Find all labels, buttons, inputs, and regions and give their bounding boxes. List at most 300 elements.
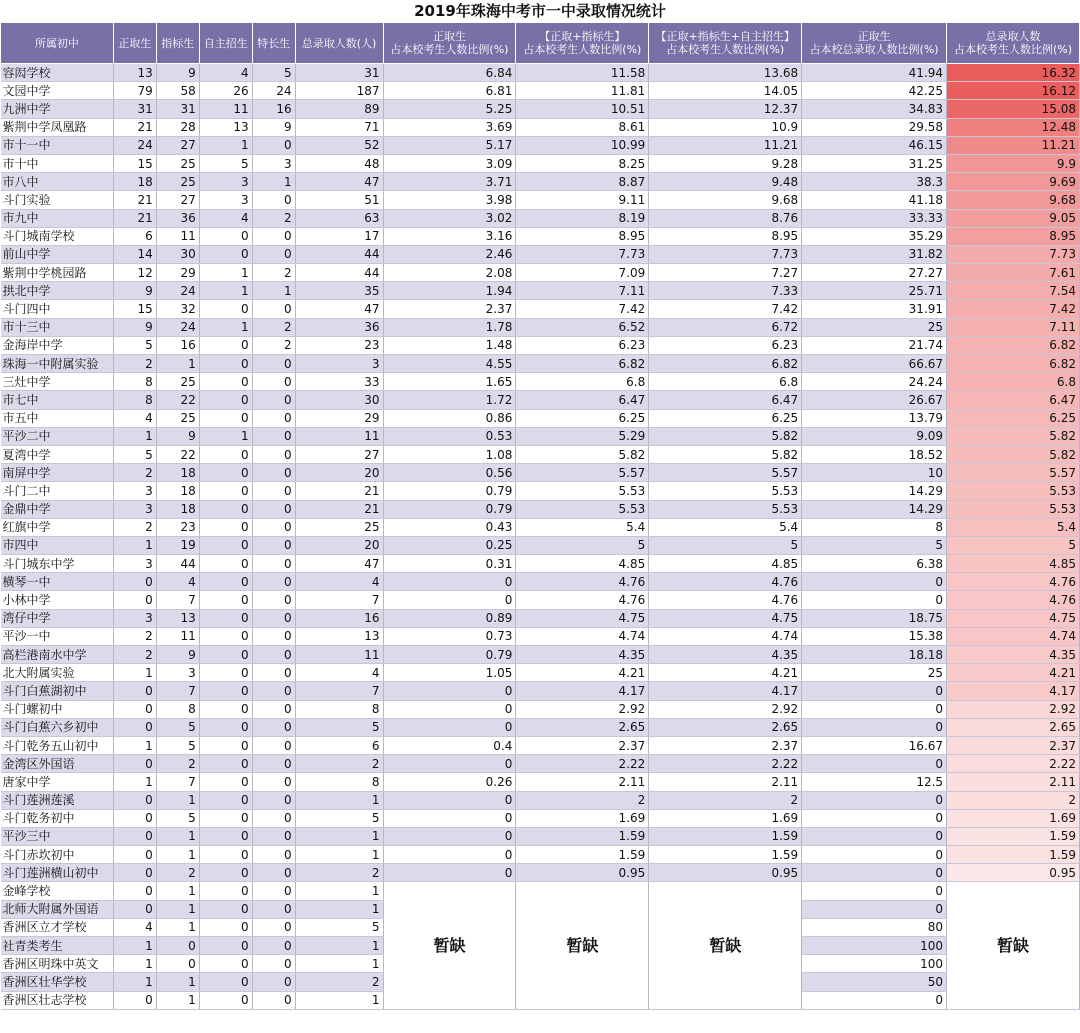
value-cell: 1.59: [649, 846, 802, 864]
value-cell: 9.48: [649, 173, 802, 191]
value-cell: 38.3: [802, 173, 947, 191]
value-cell: 50: [802, 973, 947, 991]
value-cell: 26: [199, 82, 252, 100]
value-cell: 6: [295, 736, 383, 754]
value-cell: 2.37: [516, 736, 649, 754]
value-cell: 0: [199, 391, 252, 409]
value-cell: 1: [113, 955, 156, 973]
value-cell: 5.82: [649, 445, 802, 463]
value-cell: 1: [295, 937, 383, 955]
value-cell: 42.25: [802, 82, 947, 100]
value-cell: 2: [252, 209, 295, 227]
value-cell: 24: [113, 136, 156, 154]
value-cell: 0: [199, 555, 252, 573]
table-row: [1, 191, 1080, 209]
value-cell: 7.09: [516, 264, 649, 282]
value-cell: 18: [156, 482, 199, 500]
value-cell: 0: [199, 445, 252, 463]
value-cell: 0: [252, 464, 295, 482]
value-cell: 47: [295, 300, 383, 318]
value-cell: 10.99: [516, 136, 649, 154]
value-cell: 0: [252, 536, 295, 554]
school-name-cell: 香洲区立才学校: [1, 918, 114, 936]
value-cell: 8.87: [516, 173, 649, 191]
value-cell: 2: [113, 627, 156, 645]
value-cell: 20: [295, 464, 383, 482]
value-cell: 5.82: [947, 427, 1080, 445]
value-cell: 31.25: [802, 154, 947, 172]
value-cell: 0.95: [516, 864, 649, 882]
value-cell: 2.11: [649, 773, 802, 791]
table-row: [1, 173, 1080, 191]
value-cell: 7.11: [947, 318, 1080, 336]
value-cell: 1: [156, 846, 199, 864]
value-cell: 0.26: [383, 773, 516, 791]
value-cell: 4.85: [516, 555, 649, 573]
value-cell: 7.73: [649, 245, 802, 263]
table-row: [1, 82, 1080, 100]
value-cell: 11: [295, 646, 383, 664]
column-header: 所属初中: [1, 23, 114, 64]
value-cell: 9.09: [802, 427, 947, 445]
value-cell: 3.98: [383, 191, 516, 209]
value-cell: 4.85: [649, 555, 802, 573]
value-cell: 0.73: [383, 627, 516, 645]
value-cell: 14: [113, 245, 156, 263]
school-name-cell: 市五中: [1, 409, 114, 427]
value-cell: 5: [802, 536, 947, 554]
value-cell: 7.33: [649, 282, 802, 300]
value-cell: 6.8: [649, 373, 802, 391]
value-cell: 0: [252, 518, 295, 536]
school-name-cell: 三灶中学: [1, 373, 114, 391]
value-cell: 0: [802, 882, 947, 900]
value-cell: 12.37: [649, 100, 802, 118]
value-cell: 0: [156, 937, 199, 955]
value-cell: 2.46: [383, 245, 516, 263]
school-name-cell: 小林中学: [1, 591, 114, 609]
column-header: 总录取人数(人): [295, 23, 383, 64]
value-cell: 36: [295, 318, 383, 336]
value-cell: 7.11: [516, 282, 649, 300]
value-cell: 8: [802, 518, 947, 536]
value-cell: 3: [199, 191, 252, 209]
value-cell: 8: [113, 391, 156, 409]
value-cell: 0: [252, 555, 295, 573]
value-cell: 25: [156, 173, 199, 191]
value-cell: 13.79: [802, 409, 947, 427]
value-cell: 0.79: [383, 646, 516, 664]
value-cell: 0: [252, 445, 295, 463]
school-name-cell: 斗门莲洲横山初中: [1, 864, 114, 882]
value-cell: 66.67: [802, 355, 947, 373]
value-cell: 5.53: [649, 500, 802, 518]
value-cell: 6.81: [383, 82, 516, 100]
value-cell: 26.67: [802, 391, 947, 409]
value-cell: 0.89: [383, 609, 516, 627]
value-cell: 12.5: [802, 773, 947, 791]
table-row: [1, 64, 1080, 82]
table-row: [1, 646, 1080, 664]
value-cell: 0.53: [383, 427, 516, 445]
value-cell: 9: [113, 282, 156, 300]
value-cell: 31: [113, 100, 156, 118]
column-header: 指标生: [156, 23, 199, 64]
value-cell: 8: [295, 773, 383, 791]
value-cell: 58: [156, 82, 199, 100]
value-cell: 1: [156, 991, 199, 1009]
value-cell: 9.68: [649, 191, 802, 209]
value-cell: 7.42: [947, 300, 1080, 318]
table-row: [1, 555, 1080, 573]
value-cell: 21: [295, 482, 383, 500]
value-cell: 7.73: [947, 245, 1080, 263]
value-cell: 0: [199, 482, 252, 500]
value-cell: 7: [156, 682, 199, 700]
table-row: [1, 391, 1080, 409]
value-cell: 33.33: [802, 209, 947, 227]
value-cell: 1: [199, 427, 252, 445]
value-cell: 18.18: [802, 646, 947, 664]
value-cell: 21: [113, 209, 156, 227]
value-cell: 4.75: [516, 609, 649, 627]
value-cell: 0: [199, 736, 252, 754]
value-cell: 5: [295, 718, 383, 736]
value-cell: 0: [802, 900, 947, 918]
school-name-cell: 斗门螺初中: [1, 700, 114, 718]
table-row: [1, 809, 1080, 827]
value-cell: 3.69: [383, 118, 516, 136]
value-cell: 7: [295, 682, 383, 700]
value-cell: 6.25: [516, 409, 649, 427]
table-row: [1, 464, 1080, 482]
value-cell: 0: [199, 882, 252, 900]
value-cell: 4.76: [649, 591, 802, 609]
value-cell: 0.95: [947, 864, 1080, 882]
value-cell: 1: [156, 973, 199, 991]
value-cell: 3: [113, 609, 156, 627]
value-cell: 27: [156, 136, 199, 154]
value-cell: 16.32: [947, 64, 1080, 82]
value-cell: 0: [252, 900, 295, 918]
value-cell: 0: [199, 646, 252, 664]
value-cell: 4.76: [947, 573, 1080, 591]
value-cell: 5: [295, 809, 383, 827]
value-cell: 0: [113, 846, 156, 864]
value-cell: 2.37: [947, 736, 1080, 754]
value-cell: 0: [252, 791, 295, 809]
value-cell: 0: [252, 664, 295, 682]
value-cell: 7.27: [649, 264, 802, 282]
value-cell: 16: [156, 336, 199, 354]
value-cell: 4: [199, 64, 252, 82]
value-cell: 12.48: [947, 118, 1080, 136]
value-cell: 1.65: [383, 373, 516, 391]
value-cell: 16.67: [802, 736, 947, 754]
value-cell: 0: [199, 627, 252, 645]
value-cell: 15.38: [802, 627, 947, 645]
value-cell: 4.17: [649, 682, 802, 700]
value-cell: 24: [252, 82, 295, 100]
value-cell: 4.74: [649, 627, 802, 645]
value-cell: 0: [802, 827, 947, 845]
value-cell: 51: [295, 191, 383, 209]
value-cell: 0: [199, 809, 252, 827]
value-cell: 4: [199, 209, 252, 227]
value-cell: 4.35: [516, 646, 649, 664]
value-cell: 0: [252, 591, 295, 609]
value-cell: 6.8: [516, 373, 649, 391]
value-cell: 36: [156, 209, 199, 227]
value-cell: 35.29: [802, 227, 947, 245]
value-cell: 7: [156, 773, 199, 791]
value-cell: 3: [113, 555, 156, 573]
value-cell: 2.22: [516, 755, 649, 773]
value-cell: 44: [156, 555, 199, 573]
value-cell: 2.11: [947, 773, 1080, 791]
value-cell: 0: [252, 991, 295, 1009]
value-cell: 16.12: [947, 82, 1080, 100]
value-cell: 29: [295, 409, 383, 427]
value-cell: 5: [113, 336, 156, 354]
table-row: [1, 264, 1080, 282]
value-cell: 5.4: [947, 518, 1080, 536]
value-cell: 0: [802, 700, 947, 718]
value-cell: 5: [649, 536, 802, 554]
value-cell: 13.68: [649, 64, 802, 82]
school-name-cell: 斗门莲洲莲溪: [1, 791, 114, 809]
table-row: [1, 864, 1080, 882]
value-cell: 21: [113, 191, 156, 209]
admission-table: [0, 22, 1080, 1010]
value-cell: 0: [252, 300, 295, 318]
value-cell: 9.9: [947, 154, 1080, 172]
value-cell: 0: [383, 846, 516, 864]
value-cell: 1: [113, 427, 156, 445]
value-cell: 1: [113, 736, 156, 754]
school-name-cell: 市九中: [1, 209, 114, 227]
value-cell: 8.61: [516, 118, 649, 136]
value-cell: 0: [252, 355, 295, 373]
value-cell: 11.21: [947, 136, 1080, 154]
column-header: 【正取+指标生+自主招生】 占本校考生人数比例(%): [649, 23, 802, 64]
value-cell: 8.76: [649, 209, 802, 227]
value-cell: 9: [252, 118, 295, 136]
school-name-cell: 横琴一中: [1, 573, 114, 591]
value-cell: 0: [802, 682, 947, 700]
value-cell: 0: [252, 409, 295, 427]
value-cell: 1: [156, 827, 199, 845]
value-cell: 10.9: [649, 118, 802, 136]
value-cell: 9: [156, 646, 199, 664]
value-cell: 4: [295, 573, 383, 591]
column-header: 【正取+指标生】 占本校考生人数比例(%): [516, 23, 649, 64]
school-name-cell: 珠海一中附属实验: [1, 355, 114, 373]
value-cell: 1: [295, 955, 383, 973]
value-cell: 0: [199, 609, 252, 627]
value-cell: 0: [113, 882, 156, 900]
value-cell: 22: [156, 445, 199, 463]
value-cell: 5.57: [947, 464, 1080, 482]
value-cell: 0: [252, 373, 295, 391]
value-cell: 47: [295, 173, 383, 191]
value-cell: 0: [113, 682, 156, 700]
school-name-cell: 斗门白蕉湖初中: [1, 682, 114, 700]
value-cell: 5: [156, 736, 199, 754]
value-cell: 22: [156, 391, 199, 409]
table-row: [1, 827, 1080, 845]
value-cell: 7.73: [516, 245, 649, 263]
value-cell: 32: [156, 300, 199, 318]
value-cell: 1: [252, 282, 295, 300]
value-cell: 2: [649, 791, 802, 809]
value-cell: 0: [113, 718, 156, 736]
value-cell: 2.37: [649, 736, 802, 754]
value-cell: 1.59: [516, 846, 649, 864]
value-cell: 2: [156, 755, 199, 773]
value-cell: 0: [252, 136, 295, 154]
value-cell: 1: [295, 846, 383, 864]
value-cell: 5.17: [383, 136, 516, 154]
value-cell: 1.59: [947, 846, 1080, 864]
value-cell: 5.82: [516, 445, 649, 463]
value-cell: 5.53: [947, 500, 1080, 518]
value-cell: 6.47: [516, 391, 649, 409]
value-cell: 1.69: [649, 809, 802, 827]
value-cell: 4.55: [383, 355, 516, 373]
value-cell: 0: [383, 573, 516, 591]
value-cell: 5.82: [947, 445, 1080, 463]
value-cell: 0: [383, 755, 516, 773]
school-name-cell: 斗门实验: [1, 191, 114, 209]
school-name-cell: 香洲区壮志学校: [1, 991, 114, 1009]
value-cell: 0: [199, 700, 252, 718]
school-name-cell: 拱北中学: [1, 282, 114, 300]
value-cell: 5.53: [947, 482, 1080, 500]
value-cell: 5: [156, 718, 199, 736]
table-row: [1, 409, 1080, 427]
value-cell: 24: [156, 318, 199, 336]
school-name-cell: 香洲区壮华学校: [1, 973, 114, 991]
school-name-cell: 金鼎中学: [1, 500, 114, 518]
value-cell: 2: [156, 864, 199, 882]
value-cell: 9: [113, 318, 156, 336]
table-row: [1, 518, 1080, 536]
value-cell: 1.59: [947, 827, 1080, 845]
value-cell: 10.51: [516, 100, 649, 118]
school-name-cell: 市十一中: [1, 136, 114, 154]
school-name-cell: 平沙一中: [1, 627, 114, 645]
value-cell: 6.82: [947, 355, 1080, 373]
value-cell: 5.82: [649, 427, 802, 445]
sheet-title: 2019年珠海中考市一中录取情况统计: [0, 0, 1080, 22]
value-cell: 0: [802, 791, 947, 809]
value-cell: 16: [295, 609, 383, 627]
school-name-cell: 市十三中: [1, 318, 114, 336]
value-cell: 9.05: [947, 209, 1080, 227]
value-cell: 4.76: [947, 591, 1080, 609]
column-header: 正取生: [113, 23, 156, 64]
value-cell: 2.65: [516, 718, 649, 736]
value-cell: 0: [252, 937, 295, 955]
value-cell: 18: [156, 464, 199, 482]
value-cell: 7.42: [649, 300, 802, 318]
value-cell: 0: [252, 918, 295, 936]
value-cell: 0: [199, 918, 252, 936]
value-cell: 6.47: [649, 391, 802, 409]
value-cell: 0: [199, 227, 252, 245]
value-cell: 0: [199, 973, 252, 991]
value-cell: 2: [516, 791, 649, 809]
school-name-cell: 平沙二中: [1, 427, 114, 445]
value-cell: 0: [199, 682, 252, 700]
value-cell: 0: [113, 864, 156, 882]
value-cell: 13: [295, 627, 383, 645]
value-cell: 187: [295, 82, 383, 100]
value-cell: 0: [252, 755, 295, 773]
value-cell: 2: [295, 755, 383, 773]
value-cell: 4.21: [947, 664, 1080, 682]
value-cell: 0: [113, 700, 156, 718]
value-cell: 1: [156, 355, 199, 373]
value-cell: 25.71: [802, 282, 947, 300]
value-cell: 21: [113, 118, 156, 136]
value-cell: 4: [113, 409, 156, 427]
value-cell: 1: [295, 991, 383, 1009]
value-cell: 3: [252, 154, 295, 172]
value-cell: 3: [113, 500, 156, 518]
value-cell: 8: [295, 700, 383, 718]
value-cell: 0: [252, 573, 295, 591]
value-cell: 25: [802, 664, 947, 682]
table-row: [1, 664, 1080, 682]
table-row: [1, 718, 1080, 736]
school-name-cell: 平沙三中: [1, 827, 114, 845]
value-cell: 0: [802, 991, 947, 1009]
value-cell: 1: [295, 791, 383, 809]
value-cell: 5.53: [516, 482, 649, 500]
value-cell: 0.25: [383, 536, 516, 554]
value-cell: 5.57: [649, 464, 802, 482]
column-header: 特长生: [252, 23, 295, 64]
value-cell: 1: [113, 937, 156, 955]
table-row: [1, 882, 1080, 900]
value-cell: 0: [252, 809, 295, 827]
table-row: [1, 282, 1080, 300]
value-cell: 0: [252, 682, 295, 700]
value-cell: 0: [113, 573, 156, 591]
value-cell: 18: [156, 500, 199, 518]
value-cell: 0: [252, 245, 295, 263]
value-cell: 7.54: [947, 282, 1080, 300]
value-cell: 14.29: [802, 482, 947, 500]
value-cell: 4.85: [947, 555, 1080, 573]
value-cell: 1: [199, 136, 252, 154]
value-cell: 0.43: [383, 518, 516, 536]
value-cell: 6.82: [516, 355, 649, 373]
table-row: [1, 427, 1080, 445]
school-name-cell: 市四中: [1, 536, 114, 554]
value-cell: 4.76: [516, 591, 649, 609]
value-cell: 1.59: [649, 827, 802, 845]
value-cell: 0: [113, 591, 156, 609]
value-cell: 0: [199, 664, 252, 682]
value-cell: 0: [802, 718, 947, 736]
table-row: [1, 445, 1080, 463]
value-cell: 0: [802, 846, 947, 864]
value-cell: 0: [383, 864, 516, 882]
value-cell: 0: [113, 809, 156, 827]
